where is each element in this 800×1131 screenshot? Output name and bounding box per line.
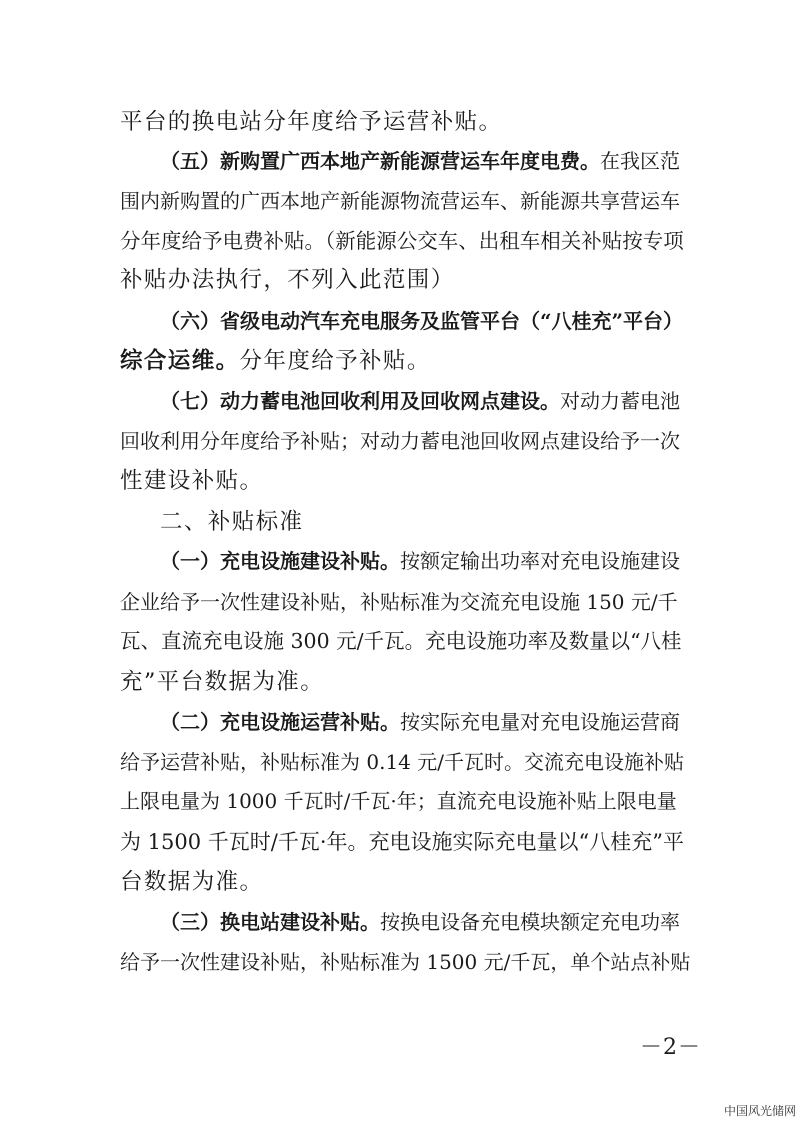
clause-heading: （七）动力蓄电池回收利用及回收网点建设。 — [160, 389, 560, 413]
text-line: 上限电量为 1000 千瓦时/千瓦·年；直流充电设施补贴上限电量 — [120, 789, 677, 813]
text-line: （二）充电设施运营补贴。按实际充电量对充电设施运营商 — [160, 710, 680, 734]
text-line: 为 1500 千瓦时/千瓦·年。充电设施实际充电量以“八桂充”平 — [120, 830, 685, 854]
text-line: 瓦、直流充电设施 300 元/千瓦。充电设施功率及数量以“八桂 — [120, 629, 682, 653]
page-number: －2－ — [640, 1035, 701, 1060]
text-line: 回收利用分年度给予补贴；对动力蓄电池回收网点建设给予一次 — [120, 429, 680, 453]
text-line: 补贴办法执行，不列入此范围） — [120, 267, 455, 293]
clause-heading: （一）充电设施建设补贴。 — [160, 549, 400, 573]
clause-heading: （五）新购置广西本地产新能源营运车年度电费。 — [160, 149, 600, 173]
text-line: 分年度给予电费补贴。（新能源公交车、出租车相关补贴按专项 — [120, 229, 684, 253]
text-line: （三）换电站建设补贴。按换电设备充电模块额定充电功率 — [160, 910, 680, 934]
clause-heading: （二）充电设施运营补贴。 — [160, 710, 400, 734]
site-watermark: 中国风光储网 — [724, 1104, 797, 1118]
text-line: （一）充电设施建设补贴。按额定输出功率对充电设施建设 — [160, 549, 680, 573]
clause-heading: （六）省级电动汽车充电服务及监管平台（“八桂充”平台） — [160, 309, 684, 333]
section-heading: 二、补贴标准 — [160, 509, 304, 535]
text-line: 性建设补贴。 — [120, 468, 264, 494]
text-line: （五）新购置广西本地产新能源营运车年度电费。在我区范 — [160, 149, 680, 173]
clause-heading: 综合运维。 — [120, 348, 240, 374]
text-line: 台数据为准。 — [120, 869, 264, 895]
text-line: 给予运营补贴，补贴标准为 0.14 元/千瓦时。交流充电设施补贴 — [120, 750, 684, 774]
text-line: 围内新购置的广西本地产新能源物流营运车、新能源共享营运车 — [120, 189, 680, 213]
text-line: 平台的换电站分年度给予运营补贴。 — [120, 109, 503, 135]
text-line: 综合运维。分年度给予补贴。 — [120, 348, 431, 374]
clause-heading: （三）换电站建设补贴。 — [160, 910, 380, 934]
text-line: 给予一次性建设补贴，补贴标准为 1500 元/千瓦，单个站点补贴 — [120, 950, 691, 974]
text-line: 企业给予一次性建设补贴，补贴标准为交流充电设施 150 元/千 — [120, 590, 678, 614]
text-line — [160, 306, 683, 336]
text-line: 充”平台数据为准。 — [120, 669, 325, 695]
text-line: （七）动力蓄电池回收利用及回收网点建设。对动力蓄电池 — [160, 389, 680, 413]
